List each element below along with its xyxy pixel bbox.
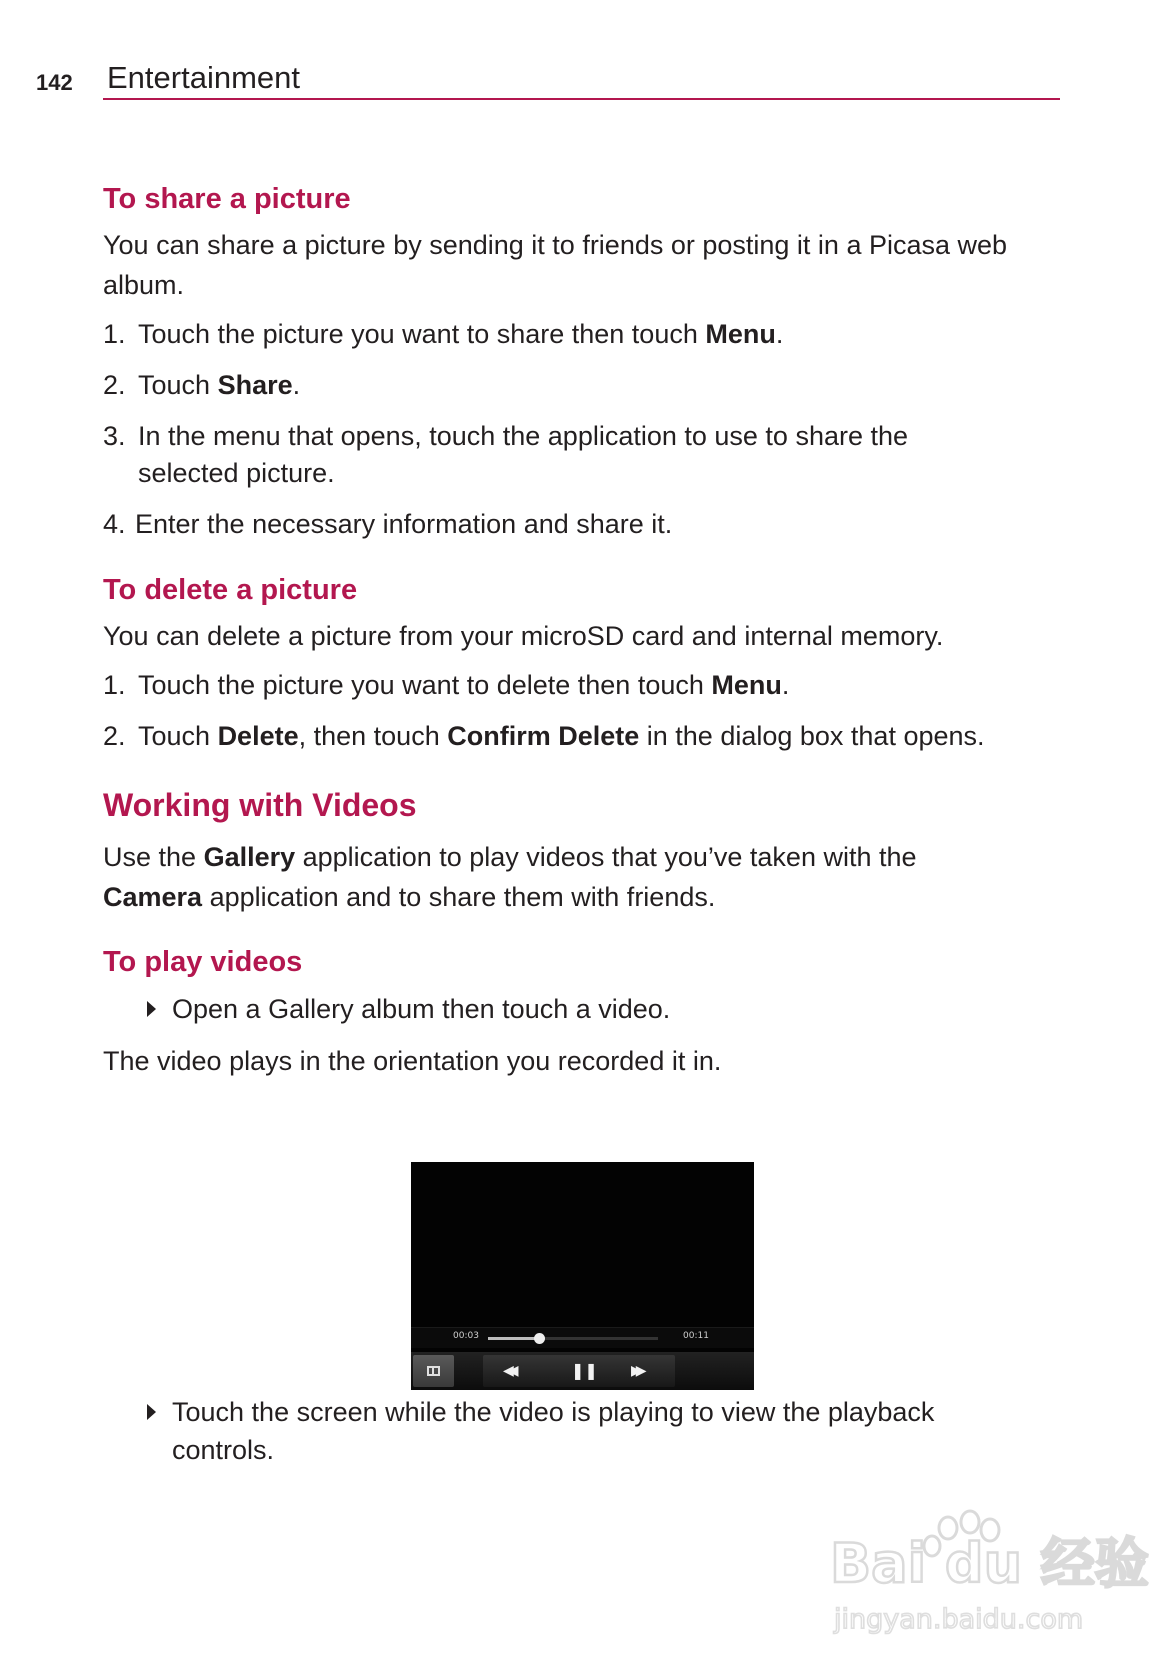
baidu-watermark xyxy=(820,1500,1149,1640)
list-item xyxy=(103,667,1063,704)
step-text: Touch Delete, then touch Confirm Delete in the dialog box that opens. xyxy=(138,721,985,751)
list-item xyxy=(103,418,1063,492)
videos-intro: Use the Gallery application to play videos that you’ve taken with the Camera application and to share them with friends. xyxy=(103,842,917,912)
list-item xyxy=(147,990,1063,1028)
progress-fill xyxy=(488,1337,539,1340)
video-player-screenshot xyxy=(411,1162,754,1390)
step-text: Enter the necessary information and share it. xyxy=(135,509,673,539)
progress-track[interactable] xyxy=(488,1337,658,1340)
screen-mode-icon xyxy=(427,1366,440,1376)
page-number: 142 xyxy=(36,70,73,95)
list-item xyxy=(103,367,1063,404)
section-title: Entertainment xyxy=(107,60,300,95)
share-heading: To share a picture xyxy=(103,183,351,215)
step-text: In the menu that opens, touch the application to use to share the selected picture. xyxy=(138,421,909,488)
step-text: Touch the picture you want to delete then touch Menu. xyxy=(138,670,790,700)
videos-heading: Working with Videos xyxy=(103,787,417,823)
step-number: 1. xyxy=(103,319,126,349)
step-number: 1. xyxy=(103,670,126,700)
total-time: 00:11 xyxy=(683,1331,709,1341)
bullet-note: The video plays in the orientation you recorded it in. xyxy=(103,1046,722,1076)
header-rule xyxy=(103,98,1060,100)
elapsed-time: 00:03 xyxy=(453,1331,479,1341)
step-text: Touch Share. xyxy=(138,370,301,400)
video-controls xyxy=(411,1352,754,1390)
screen-mode-button[interactable] xyxy=(413,1355,454,1387)
rewind-button[interactable]: ◀◀ xyxy=(503,1363,513,1379)
watermark-brand: Bai du 经验 xyxy=(830,1532,1149,1595)
bullet-arrow-icon xyxy=(147,1404,156,1420)
playback-panel xyxy=(483,1355,675,1387)
list-item xyxy=(103,506,1063,543)
list-item xyxy=(147,1393,1063,1469)
progress-knob[interactable] xyxy=(534,1333,545,1344)
bullet-arrow-icon xyxy=(147,1001,156,1017)
step-number: 4. xyxy=(103,509,126,539)
video-progress-bar xyxy=(411,1327,754,1348)
list-item xyxy=(103,316,1063,353)
share-intro: You can share a picture by sending it to friends or posting it in a Picasa web album. xyxy=(103,230,1008,300)
paw-toe xyxy=(961,1511,979,1533)
delete-heading: To delete a picture xyxy=(103,574,358,606)
step-text: Touch the picture you want to share then touch Menu. xyxy=(138,319,784,349)
fast-forward-button[interactable]: ▶▶ xyxy=(631,1363,641,1379)
step-number: 2. xyxy=(103,370,126,400)
watermark-url: jingyan.baidu.com xyxy=(834,1604,1084,1635)
step-number: 2. xyxy=(103,721,126,751)
pause-button[interactable]: ❚❚ xyxy=(571,1361,598,1380)
step-number: 3. xyxy=(103,421,126,451)
bullet-text: Touch the screen while the video is playing to view the playback controls. xyxy=(172,1397,935,1465)
delete-intro: You can delete a picture from your microSD card and internal memory. xyxy=(103,621,944,651)
list-item xyxy=(103,718,1063,755)
bullet-text: Open a Gallery album then touch a video. xyxy=(172,994,671,1024)
play-heading: To play videos xyxy=(103,946,303,978)
